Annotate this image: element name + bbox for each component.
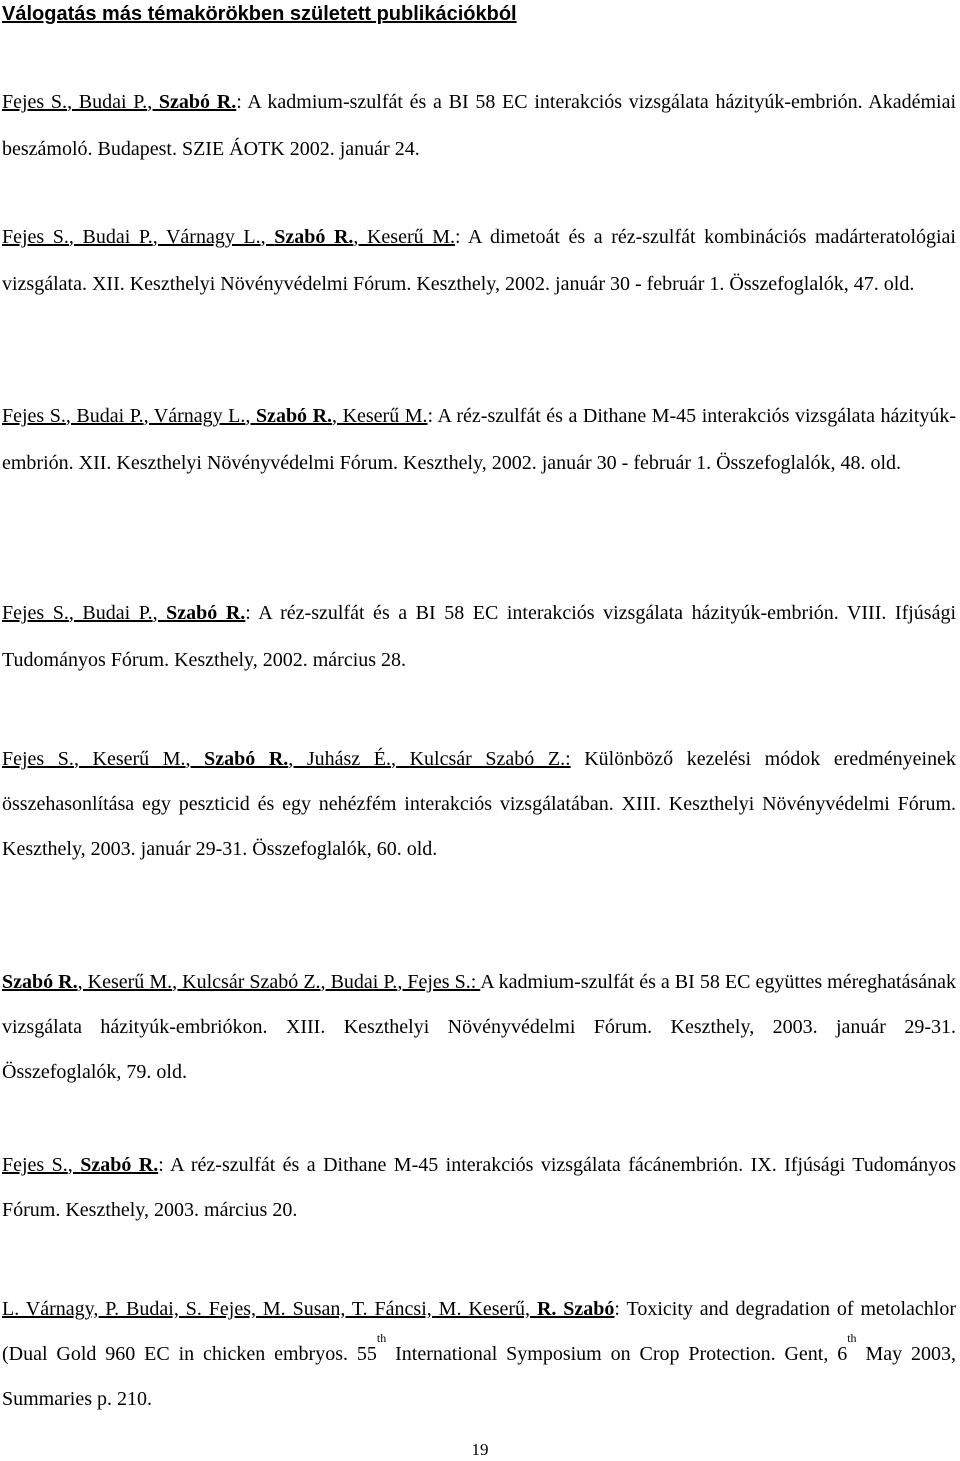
publication-entry <box>2 1143 956 1233</box>
author: L. Várnagy, P. Budai, S. Fejes, M. Susan, T. Fáncsi, M. Keserű, <box>2 1298 537 1320</box>
author: , Keserű M. <box>353 226 455 248</box>
author-separator: , <box>245 405 256 427</box>
publication-text: May 2003, Summaries p. 210. <box>2 1343 956 1410</box>
author: Fejes S. <box>2 226 69 248</box>
superscript: th <box>847 1331 857 1345</box>
author: , Fejes S. <box>397 971 471 993</box>
author-separator: : <box>470 971 481 993</box>
author-highlight: Szabó R. <box>255 405 333 427</box>
publication-entry <box>2 214 956 308</box>
page-number: 19 <box>471 1440 489 1459</box>
author-highlight: Szabó R. <box>204 748 289 770</box>
publication-text: : A dimetoát és a réz-szulfát kombinációs madárteratológiai vizsgálata. XII. Keszthelyi Növényvédelmi Fórum. Keszthely, 2002. január 30 - február 1. Összefoglalók, 47. old. <box>2 226 956 295</box>
author: , Budai P. <box>65 405 144 427</box>
author: , Juhász É. <box>288 748 392 770</box>
publication-entry <box>2 590 956 684</box>
author: , Budai P. <box>320 971 398 993</box>
publication-entry <box>2 960 956 1095</box>
author: Fejes S. <box>2 91 68 113</box>
publication-entry <box>2 737 956 872</box>
author: , Budai P. <box>67 91 148 113</box>
author-highlight: Szabó R. <box>158 91 237 113</box>
section-heading: Válogatás más témakörökben született publikációkból <box>2 3 517 25</box>
author: , Keserű M. <box>73 748 186 770</box>
author-separator: : <box>565 748 571 770</box>
author-highlight: Szabó R. <box>80 1154 159 1176</box>
publication-text: : A réz-szulfát és a Dithane M-45 interakciós vizsgálata házityúk-embrión. XII. Keszthelyi Növényvédelmi Fórum. Keszthely, 2002. január 30 - február 1. Összefoglalók, 48. old. <box>2 405 956 474</box>
publication-text: International Symposium on Crop Protection. Gent, 6 <box>386 1343 848 1365</box>
author: , Keserű M. <box>77 971 173 993</box>
author: , Kulcsár Szabó Z. <box>172 971 321 993</box>
author: Fejes S. <box>2 405 66 427</box>
author-separator: , <box>67 1154 81 1176</box>
publication-text: A kadmium-szulfát és a BI 58 EC együttes méreghatásának vizsgálata házityúk-embriókon. XIII. Keszthelyi Növényvédelmi Fórum. Keszthely, 2003. január 29-31. Összefoglalók, 79. old. <box>2 971 956 1083</box>
publication-text: : A kadmium-szulfát és a BI 58 EC interakciós vizsgálata házityúk-embrión. Akadémiai beszámoló. Budapest. SZIE ÁOTK 2002. január 24. <box>2 91 957 160</box>
author: Fejes S. <box>2 602 69 624</box>
superscript: th <box>376 1331 387 1345</box>
author: , Kulcsár Szabó Z. <box>391 748 566 770</box>
publication-text: Különböző kezelési módok eredményeinek összehasonlítása egy peszticid és egy nehézfém interakciós vizsgálatában. XIII. Keszthelyi Növényvédelmi Fórum. Keszthely, 2003. január 29-31. Összefoglalók, 60. old. <box>2 748 956 860</box>
publication-text: : A réz-szulfát és a Dithane M-45 interakciós vizsgálata fácánembrión. IX. Ifjúsági Tudományos Fórum. Keszthely, 2003. március 20. <box>2 1154 957 1221</box>
author: , Keserű M. <box>332 405 428 427</box>
author-highlight: Szabó R. <box>274 226 354 248</box>
author: , Várnagy L. <box>143 405 246 427</box>
publication-text: : Toxicity and degradation of metolachlor (Dual Gold 960 EC in chicken embryos. 55 <box>2 1298 956 1365</box>
publication-entry <box>2 393 956 487</box>
author-separator: , <box>152 602 167 624</box>
author-highlight: R. Szabó <box>536 1298 615 1320</box>
author: , Budai P. <box>68 226 153 248</box>
author: Fejes S. <box>2 1154 68 1176</box>
publication-entry <box>2 1287 956 1422</box>
author: , Várnagy L. <box>152 226 261 248</box>
author-separator: , <box>147 91 159 113</box>
author-highlight: Szabó R. <box>166 602 246 624</box>
author-separator: , <box>185 748 205 770</box>
author-highlight: Szabó R. <box>2 971 78 993</box>
author-separator: , <box>260 226 275 248</box>
author: Fejes S. <box>2 748 74 770</box>
publication-entry <box>2 79 956 173</box>
author: , Budai P. <box>68 602 153 624</box>
publication-text: : A réz-szulfát és a BI 58 EC interakciós vizsgálata házityúk-embrión. VIII. Ifjúsági Tudományos Fórum. Keszthely, 2002. március 28. <box>2 602 956 671</box>
